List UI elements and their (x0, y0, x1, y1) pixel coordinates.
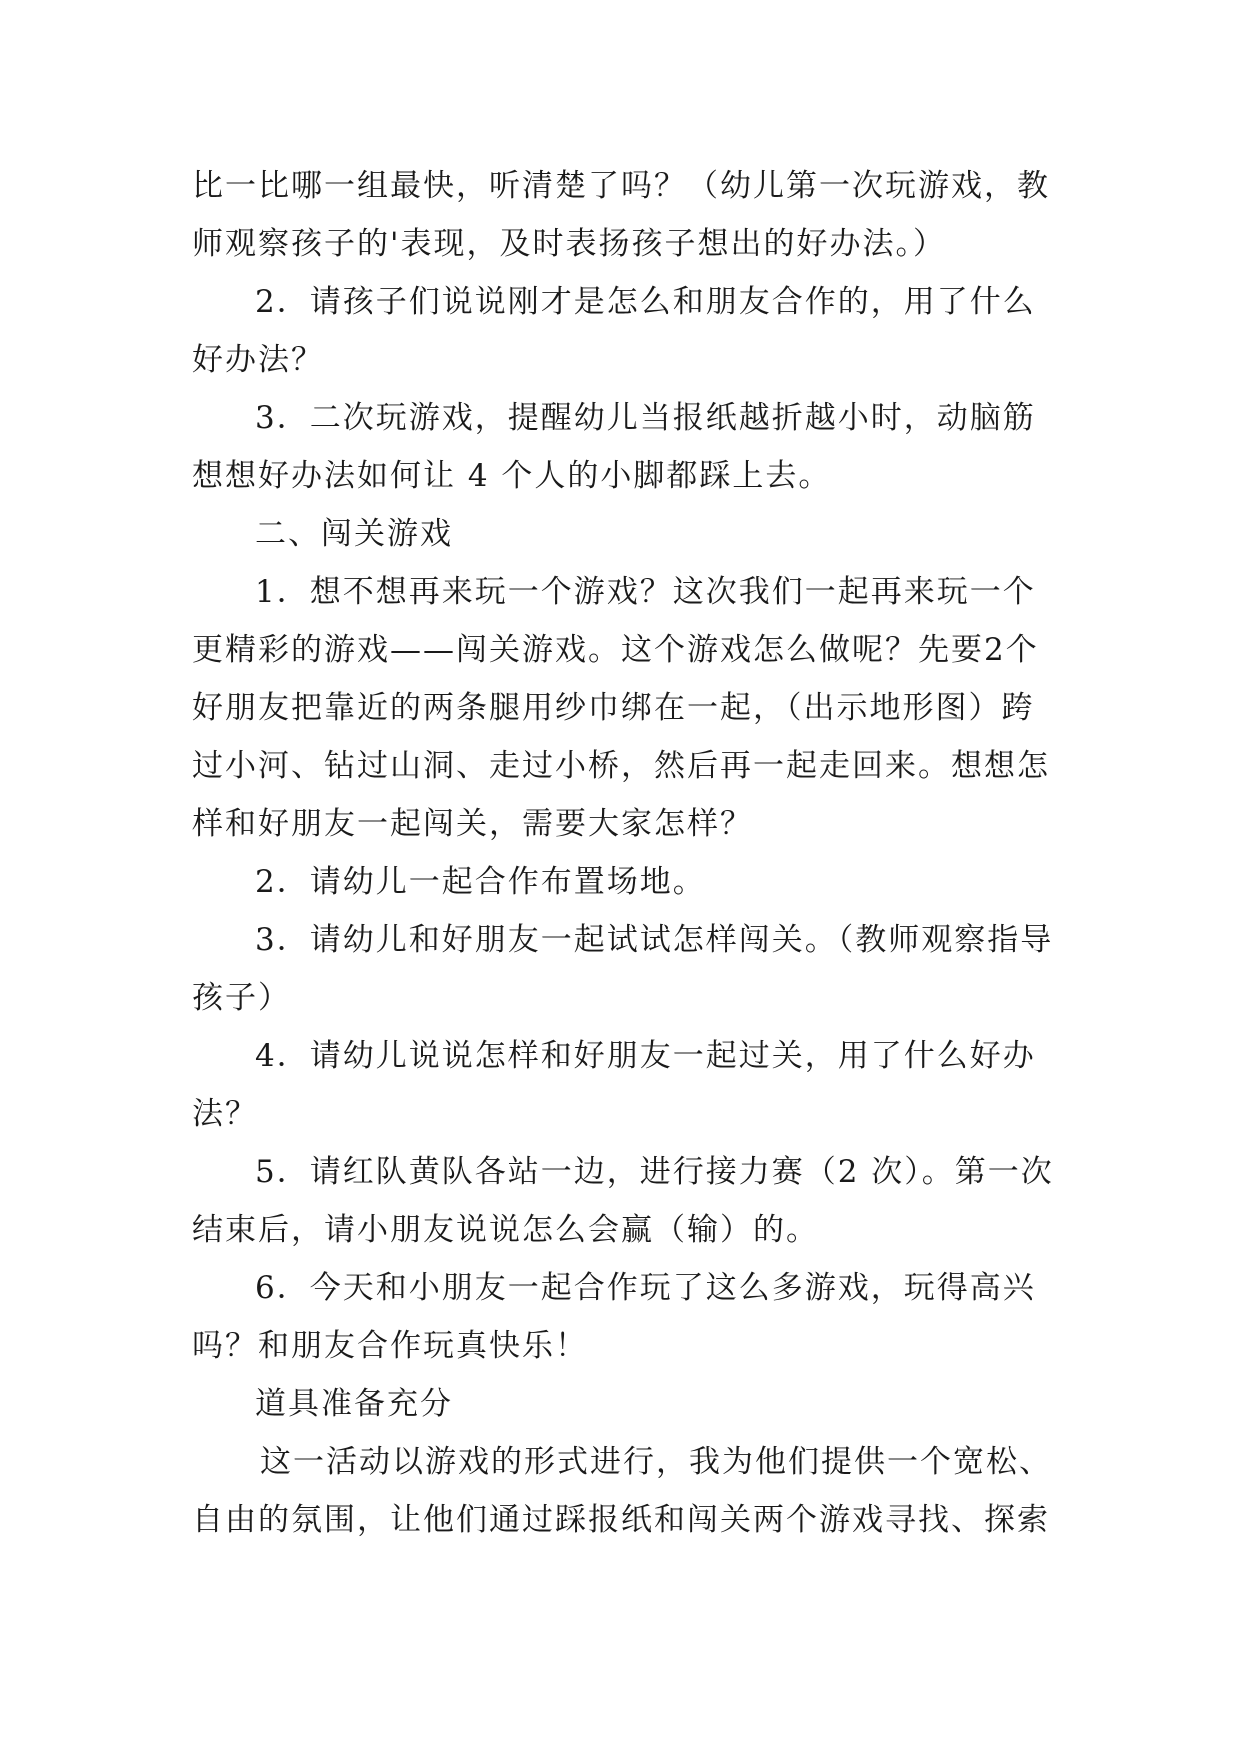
section-heading: 道具准备充分 (255, 1386, 453, 1422)
section-heading: 二、闯关游戏 (255, 516, 453, 552)
paragraph-line: 结束后，请小朋友说说怎么会赢（输）的。 (192, 1212, 819, 1248)
paragraph-line: 3．请幼儿和好朋友一起试试怎样闯关。（教师观察指导 (255, 922, 1054, 958)
paragraph-line: 好办法？ (192, 342, 324, 378)
paragraph-line: 4．请幼儿说说怎样和好朋友一起过关，用了什么好办 (255, 1038, 1036, 1074)
paragraph-line: 6．今天和小朋友一起合作玩了这么多游戏，玩得高兴 (255, 1270, 1036, 1306)
paragraph-line: 师观察孩子的'表现，及时表扬孩子想出的好办法。） (192, 226, 947, 262)
paragraph-line: 孩子） (192, 980, 291, 1016)
paragraph-line: 比一比哪一组最快，听清楚了吗？（幼儿第一次玩游戏，教 (192, 168, 1050, 204)
paragraph-line: 好朋友把靠近的两条腿用纱巾绑在一起，（出示地形图）跨 (192, 690, 1035, 726)
paragraph-line: 5．请红队黄队各站一边，进行接力赛（2 次）。第一次 (255, 1154, 1054, 1190)
paragraph-line: 过小河、钻过山洞、走过小桥，然后再一起走回来。想想怎 (192, 748, 1050, 784)
paragraph-line: 自由的氛围，让他们通过踩报纸和闯关两个游戏寻找、探索 (192, 1502, 1050, 1538)
paragraph-line: 这一活动以游戏的形式进行，我为他们提供一个宽松、 (260, 1444, 1052, 1480)
paragraph-line: 想想好办法如何让 4 个人的小脚都踩上去。 (192, 458, 832, 494)
paragraph-line: 样和好朋友一起闯关，需要大家怎样？ (192, 806, 753, 842)
paragraph-line: 1．想不想再来玩一个游戏？这次我们一起再来玩一个 (255, 574, 1036, 610)
paragraph-line: 更精彩的游戏——闯关游戏。这个游戏怎么做呢？先要2个 (192, 632, 1039, 668)
paragraph-line: 2．请孩子们说说刚才是怎么和朋友合作的，用了什么 (255, 284, 1036, 320)
paragraph-line: 吗？和朋友合作玩真快乐！ (192, 1328, 588, 1364)
paragraph-line: 法？ (192, 1096, 258, 1132)
paragraph-line: 3．二次玩游戏，提醒幼儿当报纸越折越小时，动脑筋 (255, 400, 1036, 436)
paragraph-line: 2．请幼儿一起合作布置场地。 (255, 864, 706, 900)
